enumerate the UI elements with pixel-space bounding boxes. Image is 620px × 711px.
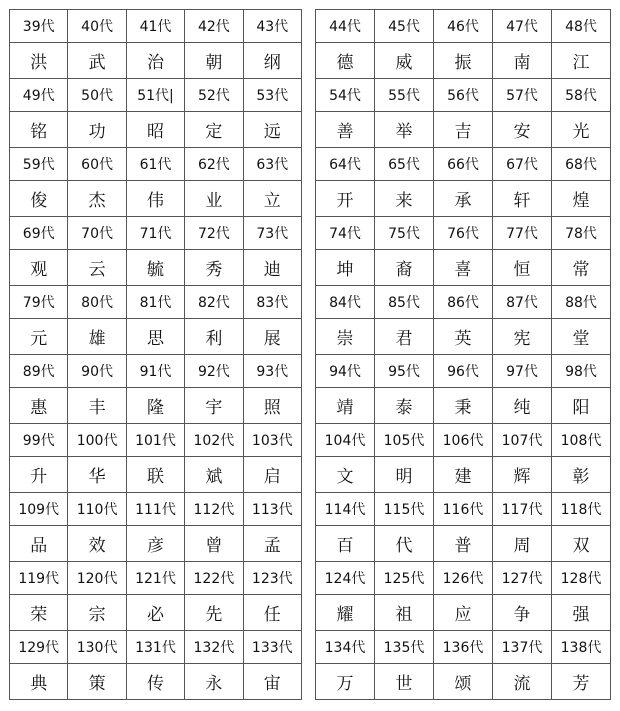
generation-number-cell: 41代	[126, 10, 184, 43]
generation-number-row	[10, 217, 302, 250]
generation-character-cell: 传	[126, 664, 184, 700]
generation-number-cell: 69代	[10, 217, 68, 250]
generation-number-cell: 116代	[434, 493, 493, 526]
generation-number-cell: 127代	[493, 562, 552, 595]
generation-character-cell: 功	[68, 112, 126, 148]
generation-number-cell: 130代	[68, 631, 126, 664]
generation-character-cell: 秀	[185, 250, 243, 286]
generation-number-cell: 53代	[243, 79, 301, 112]
generation-number-cell: 97代	[493, 355, 552, 388]
generation-character-cell: 云	[68, 250, 126, 286]
generation-number-cell: 74代	[316, 217, 375, 250]
generation-number-cell: 129代	[10, 631, 68, 664]
generation-character-cell: 常	[552, 250, 611, 286]
generation-character-cell: 吉	[434, 112, 493, 148]
generation-character-cell: 观	[10, 250, 68, 286]
generation-character-cell: 杰	[68, 181, 126, 217]
generation-character-row	[316, 664, 611, 700]
generation-character-cell: 宪	[493, 319, 552, 355]
generation-number-cell: 105代	[375, 424, 434, 457]
generation-number-cell: 40代	[68, 10, 126, 43]
generation-character-cell: 裔	[375, 250, 434, 286]
generation-number-cell: 45代	[375, 10, 434, 43]
generation-character-cell: 升	[10, 457, 68, 493]
generation-number-row	[316, 217, 611, 250]
generation-character-cell: 辉	[493, 457, 552, 493]
generation-number-cell: 111代	[126, 493, 184, 526]
generation-number-cell: 132代	[185, 631, 243, 664]
generation-number-cell: 72代	[185, 217, 243, 250]
generation-number-cell: 79代	[10, 286, 68, 319]
generation-number-cell: 126代	[434, 562, 493, 595]
generation-number-row	[10, 355, 302, 388]
generation-character-cell: 江	[552, 43, 611, 79]
generation-number-cell: 54代	[316, 79, 375, 112]
generation-character-row	[10, 43, 302, 79]
generation-number-cell: 128代	[552, 562, 611, 595]
generation-number-cell: 56代	[434, 79, 493, 112]
generation-number-cell: 62代	[185, 148, 243, 181]
generation-number-cell: 66代	[434, 148, 493, 181]
generation-number-row	[10, 10, 302, 43]
generation-character-cell: 利	[185, 319, 243, 355]
generation-character-cell: 铭	[10, 112, 68, 148]
generation-number-cell: 42代	[185, 10, 243, 43]
generation-number-cell: 55代	[375, 79, 434, 112]
generation-number-cell: 99代	[10, 424, 68, 457]
generation-number-cell: 119代	[10, 562, 68, 595]
generation-character-row	[316, 526, 611, 562]
generation-character-cell: 耀	[316, 595, 375, 631]
generation-number-cell: 136代	[434, 631, 493, 664]
generation-character-cell: 隆	[126, 388, 184, 424]
generation-character-cell: 祖	[375, 595, 434, 631]
generation-number-row	[316, 148, 611, 181]
generation-number-row	[10, 424, 302, 457]
generation-number-cell: 71代	[126, 217, 184, 250]
generation-number-cell: 70代	[68, 217, 126, 250]
generation-character-cell: 定	[185, 112, 243, 148]
generation-number-cell: 118代	[552, 493, 611, 526]
generation-character-cell: 芳	[552, 664, 611, 700]
generation-character-row	[10, 181, 302, 217]
generation-character-cell: 宙	[243, 664, 301, 700]
generation-character-cell: 争	[493, 595, 552, 631]
generation-number-cell: 133代	[243, 631, 301, 664]
generation-character-cell: 必	[126, 595, 184, 631]
generation-character-cell: 阳	[552, 388, 611, 424]
generation-number-cell: 67代	[493, 148, 552, 181]
generation-character-row	[10, 526, 302, 562]
generation-character-row	[316, 112, 611, 148]
generation-character-cell: 威	[375, 43, 434, 79]
generation-character-cell: 曾	[185, 526, 243, 562]
generation-character-cell: 君	[375, 319, 434, 355]
generation-number-cell: 98代	[552, 355, 611, 388]
generation-number-cell: 90代	[68, 355, 126, 388]
generation-character-cell: 效	[68, 526, 126, 562]
generation-number-cell: 109代	[10, 493, 68, 526]
generation-character-cell: 元	[10, 319, 68, 355]
generation-number-cell: 96代	[434, 355, 493, 388]
generation-character-row	[316, 181, 611, 217]
generation-character-cell: 安	[493, 112, 552, 148]
generation-character-row	[316, 43, 611, 79]
generation-character-cell: 毓	[126, 250, 184, 286]
generation-number-row	[316, 424, 611, 457]
generation-number-cell: 76代	[434, 217, 493, 250]
generation-character-cell: 靖	[316, 388, 375, 424]
generation-number-cell: 61代	[126, 148, 184, 181]
generation-number-cell: 83代	[243, 286, 301, 319]
generation-character-cell: 举	[375, 112, 434, 148]
generation-number-cell: 57代	[493, 79, 552, 112]
generation-number-cell: 114代	[316, 493, 375, 526]
generation-character-cell: 彰	[552, 457, 611, 493]
generation-number-cell: 120代	[68, 562, 126, 595]
generation-number-cell: 39代	[10, 10, 68, 43]
generation-character-row	[10, 112, 302, 148]
generation-character-row	[10, 388, 302, 424]
generation-number-cell: 106代	[434, 424, 493, 457]
generation-character-cell: 宗	[68, 595, 126, 631]
generation-character-cell: 朝	[185, 43, 243, 79]
generation-number-cell: 113代	[243, 493, 301, 526]
generation-number-cell: 63代	[243, 148, 301, 181]
generation-character-cell: 煌	[552, 181, 611, 217]
generation-number-cell: 73代	[243, 217, 301, 250]
generation-character-cell: 策	[68, 664, 126, 700]
generation-number-cell: 75代	[375, 217, 434, 250]
generation-number-row	[316, 79, 611, 112]
generation-character-cell: 纯	[493, 388, 552, 424]
generation-character-cell: 德	[316, 43, 375, 79]
generation-character-cell: 明	[375, 457, 434, 493]
generation-character-cell: 昭	[126, 112, 184, 148]
generation-character-cell: 雄	[68, 319, 126, 355]
generation-character-cell: 宇	[185, 388, 243, 424]
generation-number-row	[316, 286, 611, 319]
generation-number-cell: 121代	[126, 562, 184, 595]
generation-number-cell: 137代	[493, 631, 552, 664]
generation-number-cell: 107代	[493, 424, 552, 457]
generation-character-cell: 武	[68, 43, 126, 79]
generation-character-cell: 彦	[126, 526, 184, 562]
generation-character-cell: 任	[243, 595, 301, 631]
generation-number-cell: 51代|	[126, 79, 184, 112]
generation-character-cell: 世	[375, 664, 434, 700]
generation-character-cell: 展	[243, 319, 301, 355]
generation-number-cell: 124代	[316, 562, 375, 595]
generation-character-cell: 百	[316, 526, 375, 562]
generation-number-cell: 50代	[68, 79, 126, 112]
generation-number-cell: 44代	[316, 10, 375, 43]
generation-number-cell: 88代	[552, 286, 611, 319]
generation-number-cell: 92代	[185, 355, 243, 388]
generation-character-cell: 强	[552, 595, 611, 631]
generation-character-cell: 业	[185, 181, 243, 217]
generation-table-right	[315, 9, 611, 700]
generation-number-cell: 84代	[316, 286, 375, 319]
generation-character-cell: 远	[243, 112, 301, 148]
generation-character-cell: 坤	[316, 250, 375, 286]
generation-character-cell: 振	[434, 43, 493, 79]
generation-character-cell: 万	[316, 664, 375, 700]
generation-character-cell: 堂	[552, 319, 611, 355]
generation-number-cell: 82代	[185, 286, 243, 319]
generation-character-cell: 承	[434, 181, 493, 217]
generation-number-cell: 131代	[126, 631, 184, 664]
generation-character-cell: 孟	[243, 526, 301, 562]
generation-character-cell: 荣	[10, 595, 68, 631]
generation-character-row	[316, 250, 611, 286]
generation-number-row	[10, 148, 302, 181]
generation-number-cell: 81代	[126, 286, 184, 319]
generation-number-row	[316, 355, 611, 388]
generation-character-row	[10, 457, 302, 493]
generation-character-cell: 轩	[493, 181, 552, 217]
generation-number-cell: 64代	[316, 148, 375, 181]
generation-character-cell: 治	[126, 43, 184, 79]
generation-character-cell: 来	[375, 181, 434, 217]
generation-character-cell: 启	[243, 457, 301, 493]
generation-character-cell: 斌	[185, 457, 243, 493]
generation-character-row	[316, 319, 611, 355]
generation-number-cell: 60代	[68, 148, 126, 181]
generation-name-chart	[9, 9, 611, 703]
generation-number-cell: 59代	[10, 148, 68, 181]
generation-character-cell: 伟	[126, 181, 184, 217]
generation-number-cell: 94代	[316, 355, 375, 388]
generation-character-cell: 先	[185, 595, 243, 631]
generation-character-cell: 秉	[434, 388, 493, 424]
generation-character-cell: 周	[493, 526, 552, 562]
generation-number-cell: 110代	[68, 493, 126, 526]
generation-character-cell: 洪	[10, 43, 68, 79]
generation-number-cell: 58代	[552, 79, 611, 112]
generation-character-cell: 应	[434, 595, 493, 631]
generation-character-cell: 英	[434, 319, 493, 355]
generation-character-cell: 流	[493, 664, 552, 700]
generation-character-cell: 永	[185, 664, 243, 700]
generation-character-cell: 俊	[10, 181, 68, 217]
generation-number-cell: 85代	[375, 286, 434, 319]
generation-character-cell: 光	[552, 112, 611, 148]
generation-number-cell: 117代	[493, 493, 552, 526]
generation-character-row	[316, 595, 611, 631]
generation-number-cell: 68代	[552, 148, 611, 181]
generation-character-row	[10, 664, 302, 700]
generation-number-cell: 108代	[552, 424, 611, 457]
generation-table-left	[9, 9, 302, 700]
generation-number-cell: 104代	[316, 424, 375, 457]
generation-character-cell: 普	[434, 526, 493, 562]
generation-character-cell: 颂	[434, 664, 493, 700]
generation-character-cell: 建	[434, 457, 493, 493]
generation-character-cell: 崇	[316, 319, 375, 355]
generation-number-cell: 101代	[126, 424, 184, 457]
generation-number-cell: 100代	[68, 424, 126, 457]
generation-number-cell: 52代	[185, 79, 243, 112]
generation-character-cell: 照	[243, 388, 301, 424]
generation-character-cell: 思	[126, 319, 184, 355]
generation-character-cell: 双	[552, 526, 611, 562]
generation-character-cell: 喜	[434, 250, 493, 286]
generation-number-cell: 80代	[68, 286, 126, 319]
generation-number-row	[316, 493, 611, 526]
generation-number-row	[10, 493, 302, 526]
generation-number-row	[316, 10, 611, 43]
generation-number-cell: 134代	[316, 631, 375, 664]
generation-character-cell: 纲	[243, 43, 301, 79]
generation-number-cell: 43代	[243, 10, 301, 43]
generation-number-cell: 115代	[375, 493, 434, 526]
generation-number-cell: 91代	[126, 355, 184, 388]
generation-character-cell: 立	[243, 181, 301, 217]
generation-character-row	[316, 388, 611, 424]
generation-number-cell: 95代	[375, 355, 434, 388]
generation-character-cell: 华	[68, 457, 126, 493]
generation-character-cell: 迪	[243, 250, 301, 286]
generation-character-cell: 开	[316, 181, 375, 217]
generation-number-row	[10, 631, 302, 664]
generation-number-cell: 48代	[552, 10, 611, 43]
generation-character-cell: 泰	[375, 388, 434, 424]
generation-character-cell: 联	[126, 457, 184, 493]
generation-character-cell: 丰	[68, 388, 126, 424]
generation-number-row	[10, 286, 302, 319]
generation-number-row	[10, 79, 302, 112]
generation-character-cell: 惠	[10, 388, 68, 424]
generation-number-cell: 46代	[434, 10, 493, 43]
generation-number-cell: 78代	[552, 217, 611, 250]
generation-character-cell: 典	[10, 664, 68, 700]
generation-number-cell: 47代	[493, 10, 552, 43]
generation-character-cell: 代	[375, 526, 434, 562]
generation-number-row	[316, 562, 611, 595]
generation-character-cell: 品	[10, 526, 68, 562]
generation-character-cell: 文	[316, 457, 375, 493]
generation-number-row	[10, 562, 302, 595]
generation-number-cell: 123代	[243, 562, 301, 595]
generation-number-cell: 135代	[375, 631, 434, 664]
generation-character-cell: 恒	[493, 250, 552, 286]
generation-number-cell: 102代	[185, 424, 243, 457]
generation-number-cell: 65代	[375, 148, 434, 181]
generation-number-cell: 103代	[243, 424, 301, 457]
generation-number-cell: 77代	[493, 217, 552, 250]
generation-number-cell: 49代	[10, 79, 68, 112]
generation-character-row	[316, 457, 611, 493]
generation-character-cell: 南	[493, 43, 552, 79]
generation-number-cell: 138代	[552, 631, 611, 664]
generation-character-cell: 善	[316, 112, 375, 148]
generation-number-cell: 122代	[185, 562, 243, 595]
generation-character-row	[10, 319, 302, 355]
generation-character-row	[10, 595, 302, 631]
generation-character-row	[10, 250, 302, 286]
generation-number-cell: 87代	[493, 286, 552, 319]
generation-number-cell: 112代	[185, 493, 243, 526]
generation-number-cell: 93代	[243, 355, 301, 388]
generation-number-cell: 86代	[434, 286, 493, 319]
generation-number-cell: 125代	[375, 562, 434, 595]
generation-number-cell: 89代	[10, 355, 68, 388]
generation-number-row	[316, 631, 611, 664]
